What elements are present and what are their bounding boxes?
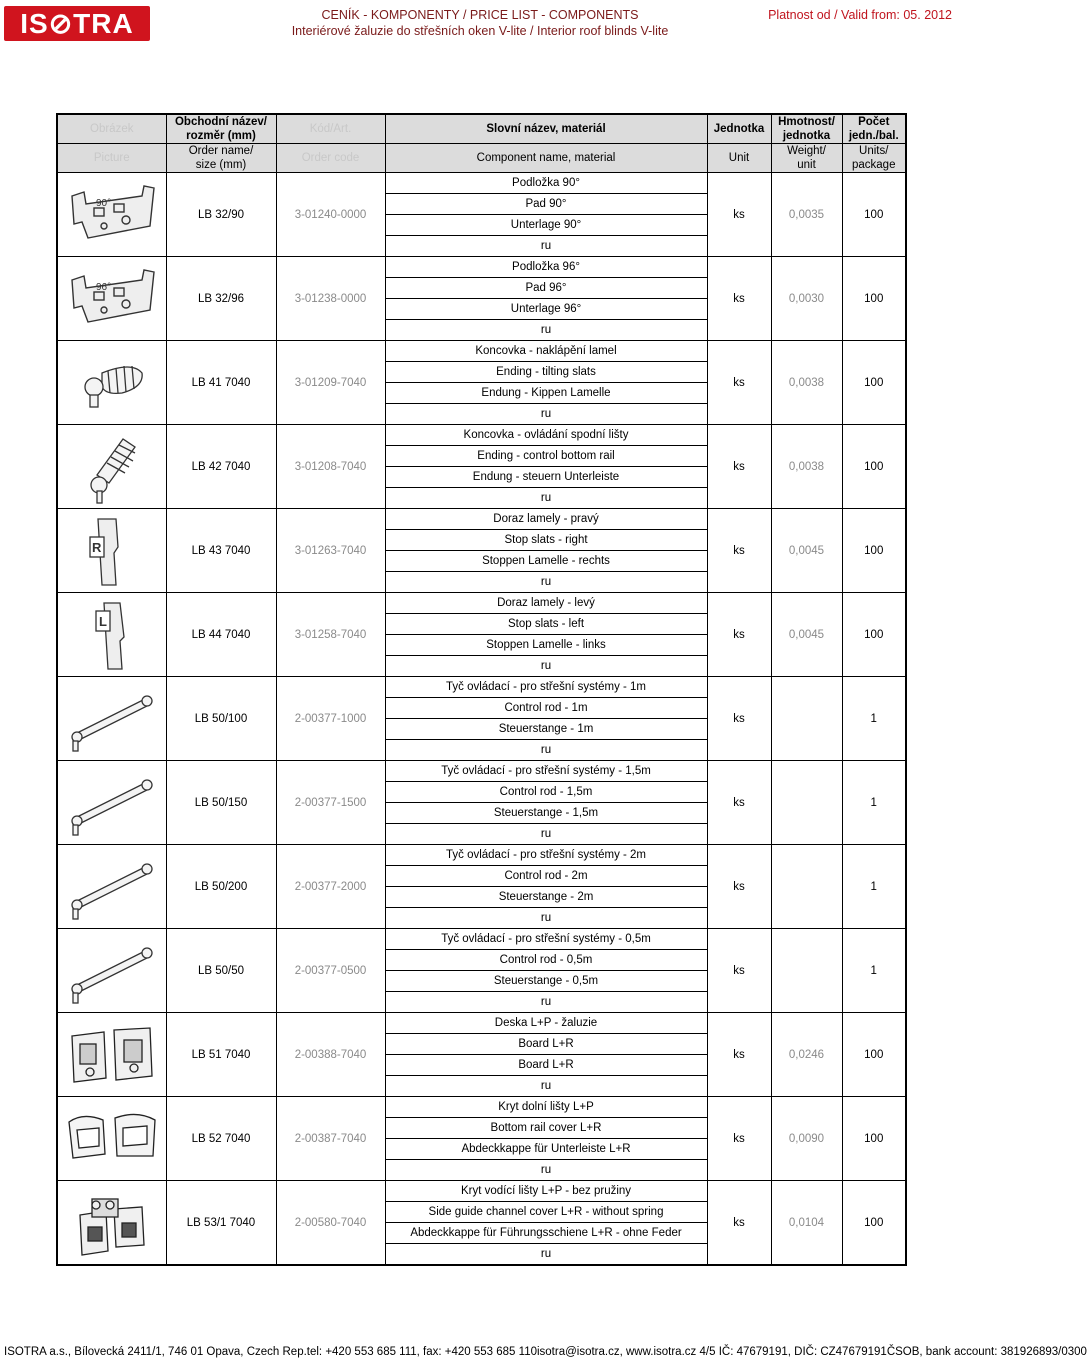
price-list-table — [56, 113, 907, 1266]
name-ru: ru — [385, 992, 707, 1013]
name-en: Control rod - 1,5m — [385, 782, 707, 803]
order-name: LB 50/150 — [166, 761, 276, 845]
weight: 0,0246 — [771, 1013, 842, 1097]
table-row — [57, 425, 906, 446]
order-name: LB 50/200 — [166, 845, 276, 929]
header-description-bottom: Component name, material — [385, 144, 707, 173]
name-en: Stop slats - right — [385, 530, 707, 551]
page-title — [260, 7, 700, 39]
order-code: 2-00580-7040 — [276, 1181, 385, 1266]
header-package-bottom: Units/ package — [842, 144, 906, 173]
order-code: 3-01263-7040 — [276, 509, 385, 593]
bottom-rail-cover-icon — [58, 1106, 166, 1172]
name-de: Stoppen Lamelle - links — [385, 635, 707, 656]
order-code: 2-00387-7040 — [276, 1097, 385, 1181]
order-code: 2-00377-2000 — [276, 845, 385, 929]
name-ru: ru — [385, 488, 707, 509]
svg-text:96°: 96° — [96, 281, 112, 293]
order-name: LB 44 7040 — [166, 593, 276, 677]
component-picture — [57, 341, 166, 425]
order-name: LB 52 7040 — [166, 1097, 276, 1181]
name-en: Bottom rail cover L+R — [385, 1118, 707, 1139]
weight: 0,0030 — [771, 257, 842, 341]
header-weight-bottom: Weight/ unit — [771, 144, 842, 173]
weight: 0,0038 — [771, 341, 842, 425]
order-code: 3-01208-7040 — [276, 425, 385, 509]
name-de: Stoppen Lamelle - rechts — [385, 551, 707, 572]
unit: ks — [707, 1181, 771, 1266]
unit: ks — [707, 929, 771, 1013]
table-row — [57, 929, 906, 950]
header-unit-bottom: Unit — [707, 144, 771, 173]
name-ru: ru — [385, 1244, 707, 1266]
header-name-top: Obchodní název/ rozměr (mm) — [166, 114, 276, 144]
component-picture — [57, 173, 166, 257]
order-name: LB 42 7040 — [166, 425, 276, 509]
order-name: LB 32/90 — [166, 173, 276, 257]
component-picture — [57, 1181, 166, 1266]
table-row — [57, 677, 906, 698]
component-picture — [57, 845, 166, 929]
unit: ks — [707, 425, 771, 509]
ending-control-icon — [58, 429, 166, 505]
order-code: 3-01240-0000 — [276, 173, 385, 257]
order-code: 2-00377-1500 — [276, 761, 385, 845]
component-picture — [57, 257, 166, 341]
weight: 0,0035 — [771, 173, 842, 257]
order-name: LB 51 7040 — [166, 1013, 276, 1097]
control-rod-icon — [58, 933, 166, 1009]
component-picture — [57, 929, 166, 1013]
order-name: LB 50/100 — [166, 677, 276, 761]
units-per-package: 100 — [842, 509, 906, 593]
stop-left-icon — [58, 597, 166, 673]
component-picture — [57, 761, 166, 845]
name-de: Unterlage 96° — [385, 299, 707, 320]
name-ru: ru — [385, 656, 707, 677]
weight — [771, 845, 842, 929]
units-per-package: 100 — [842, 1097, 906, 1181]
header-package-top: Počet jedn./bal. — [842, 114, 906, 144]
header-description-top: Slovní název, materiál — [385, 114, 707, 144]
table-row — [57, 593, 906, 614]
unit: ks — [707, 1013, 771, 1097]
name-cz: Tyč ovládací - pro střešní systémy - 1,5m — [385, 761, 707, 782]
weight: 0,0045 — [771, 593, 842, 677]
name-de: Endung - steuern Unterleiste — [385, 467, 707, 488]
name-en: Pad 90° — [385, 194, 707, 215]
component-picture — [57, 1013, 166, 1097]
order-code: 3-01258-7040 — [276, 593, 385, 677]
isotra-logo — [4, 6, 150, 41]
units-per-package: 100 — [842, 425, 906, 509]
name-de: Abdeckkappe für Unterleiste L+R — [385, 1139, 707, 1160]
title-line-1: CENÍK - KOMPONENTY / PRICE LIST - COMPONENTS — [321, 8, 639, 22]
name-ru: ru — [385, 320, 707, 341]
name-cz: Podložka 90° — [385, 173, 707, 194]
order-code: 3-01209-7040 — [276, 341, 385, 425]
units-per-package: 1 — [842, 929, 906, 1013]
component-picture — [57, 509, 166, 593]
header-picture-bottom: Picture — [57, 144, 166, 173]
header-name-bottom: Order name/ size (mm) — [166, 144, 276, 173]
name-en: Ending - tilting slats — [385, 362, 707, 383]
name-ru: ru — [385, 824, 707, 845]
ending-tilting-icon — [58, 353, 166, 413]
svg-text:L: L — [98, 613, 107, 629]
name-de: Steuerstange - 0,5m — [385, 971, 707, 992]
component-picture — [57, 1097, 166, 1181]
header-picture-top: Obrázek — [57, 114, 166, 144]
header-unit-top: Jednotka — [707, 114, 771, 144]
control-rod-icon — [58, 681, 166, 757]
footer-company-ids: IČ: 47679191, DIČ: CZ47679191ČSOB, bank account: 381926893/0300 — [718, 1346, 1087, 1358]
unit: ks — [707, 173, 771, 257]
header-code-bottom: Order code — [276, 144, 385, 173]
unit: ks — [707, 1097, 771, 1181]
header-code-top: Kód/Art. — [276, 114, 385, 144]
unit: ks — [707, 593, 771, 677]
unit: ks — [707, 761, 771, 845]
name-ru: ru — [385, 404, 707, 425]
name-cz: Koncovka - ovládání spodní lišty — [385, 425, 707, 446]
unit: ks — [707, 509, 771, 593]
control-rod-icon — [58, 849, 166, 925]
name-de: Steuerstange - 1,5m — [385, 803, 707, 824]
name-en: Control rod - 0,5m — [385, 950, 707, 971]
name-en: Control rod - 1m — [385, 698, 707, 719]
name-de: Steuerstange - 1m — [385, 719, 707, 740]
pad-90-icon — [58, 182, 166, 248]
table-row — [57, 341, 906, 362]
name-de: Board L+R — [385, 1055, 707, 1076]
name-cz: Doraz lamely - levý — [385, 593, 707, 614]
name-en: Board L+R — [385, 1034, 707, 1055]
order-code: 3-01238-0000 — [276, 257, 385, 341]
component-picture — [57, 593, 166, 677]
table-row — [57, 257, 906, 278]
name-en: Ending - control bottom rail — [385, 446, 707, 467]
name-ru: ru — [385, 236, 707, 257]
table-row — [57, 1013, 906, 1034]
name-de: Abdeckkappe für Führungsschiene L+R - ohne Feder — [385, 1223, 707, 1244]
unit: ks — [707, 257, 771, 341]
order-name: LB 43 7040 — [166, 509, 276, 593]
weight: 0,0104 — [771, 1181, 842, 1266]
table-row — [57, 845, 906, 866]
order-code: 2-00377-0500 — [276, 929, 385, 1013]
units-per-package: 1 — [842, 845, 906, 929]
control-rod-icon — [58, 765, 166, 841]
name-en: Stop slats - left — [385, 614, 707, 635]
svg-text:R: R — [91, 539, 102, 555]
weight: 0,0038 — [771, 425, 842, 509]
table-row — [57, 761, 906, 782]
order-name: LB 50/50 — [166, 929, 276, 1013]
name-cz: Tyč ovládací - pro střešní systémy - 2m — [385, 845, 707, 866]
name-de: Unterlage 90° — [385, 215, 707, 236]
page-footer — [4, 1346, 1087, 1358]
pad-96-icon — [58, 266, 166, 332]
name-ru: ru — [385, 908, 707, 929]
stop-right-icon — [58, 513, 166, 589]
table-row — [57, 1181, 906, 1202]
name-cz: Kryt dolní lišty L+P — [385, 1097, 707, 1118]
order-name: LB 41 7040 — [166, 341, 276, 425]
order-code: 2-00388-7040 — [276, 1013, 385, 1097]
weight — [771, 929, 842, 1013]
table-row — [57, 509, 906, 530]
unit: ks — [707, 341, 771, 425]
header-weight-top: Hmotnost/ jednotka — [771, 114, 842, 144]
component-picture — [57, 425, 166, 509]
name-de: Endung - Kippen Lamelle — [385, 383, 707, 404]
units-per-package: 100 — [842, 173, 906, 257]
name-cz: Kryt vodící lišty L+P - bez pružiny — [385, 1181, 707, 1202]
order-code: 2-00377-1000 — [276, 677, 385, 761]
order-name: LB 53/1 7040 — [166, 1181, 276, 1266]
footer-address: ISOTRA a.s., Bílovecká 2411/1, 746 01 Opava, Czech Rep.tel: +420 553 685 111, fax: +420 553 685 110isotra@isotra.cz, www.isotra.cz — [4, 1346, 697, 1358]
board-icon — [58, 1018, 166, 1092]
weight: 0,0090 — [771, 1097, 842, 1181]
logo-text: IS⊘TRA — [20, 8, 134, 39]
name-de: Steuerstange - 2m — [385, 887, 707, 908]
units-per-package: 100 — [842, 1013, 906, 1097]
units-per-package: 100 — [842, 1181, 906, 1266]
weight — [771, 761, 842, 845]
valid-from: Platnost od / Valid from: 05. 2012 — [768, 8, 952, 22]
svg-text:90°: 90° — [96, 197, 112, 209]
side-guide-cover-icon — [58, 1185, 166, 1261]
unit: ks — [707, 677, 771, 761]
units-per-package: 100 — [842, 341, 906, 425]
table-row — [57, 1097, 906, 1118]
order-name: LB 32/96 — [166, 257, 276, 341]
name-cz: Podložka 96° — [385, 257, 707, 278]
name-ru: ru — [385, 572, 707, 593]
weight: 0,0045 — [771, 509, 842, 593]
units-per-package: 100 — [842, 257, 906, 341]
name-cz: Tyč ovládací - pro střešní systémy - 1m — [385, 677, 707, 698]
units-per-package: 100 — [842, 593, 906, 677]
name-en: Control rod - 2m — [385, 866, 707, 887]
name-en: Side guide channel cover L+R - without spring — [385, 1202, 707, 1223]
table-row — [57, 173, 906, 194]
units-per-package: 1 — [842, 677, 906, 761]
name-en: Pad 96° — [385, 278, 707, 299]
name-ru: ru — [385, 1076, 707, 1097]
name-ru: ru — [385, 740, 707, 761]
units-per-package: 1 — [842, 761, 906, 845]
unit: ks — [707, 845, 771, 929]
title-line-2: Interiérové žaluzie do střešních oken V-lite / Interior roof blinds V-lite — [291, 24, 669, 38]
component-picture — [57, 677, 166, 761]
weight — [771, 677, 842, 761]
name-cz: Tyč ovládací - pro střešní systémy - 0,5m — [385, 929, 707, 950]
name-ru: ru — [385, 1160, 707, 1181]
page-number: 4/5 — [699, 1346, 716, 1358]
name-cz: Deska L+P - žaluzie — [385, 1013, 707, 1034]
name-cz: Doraz lamely - pravý — [385, 509, 707, 530]
name-cz: Koncovka - naklápění lamel — [385, 341, 707, 362]
